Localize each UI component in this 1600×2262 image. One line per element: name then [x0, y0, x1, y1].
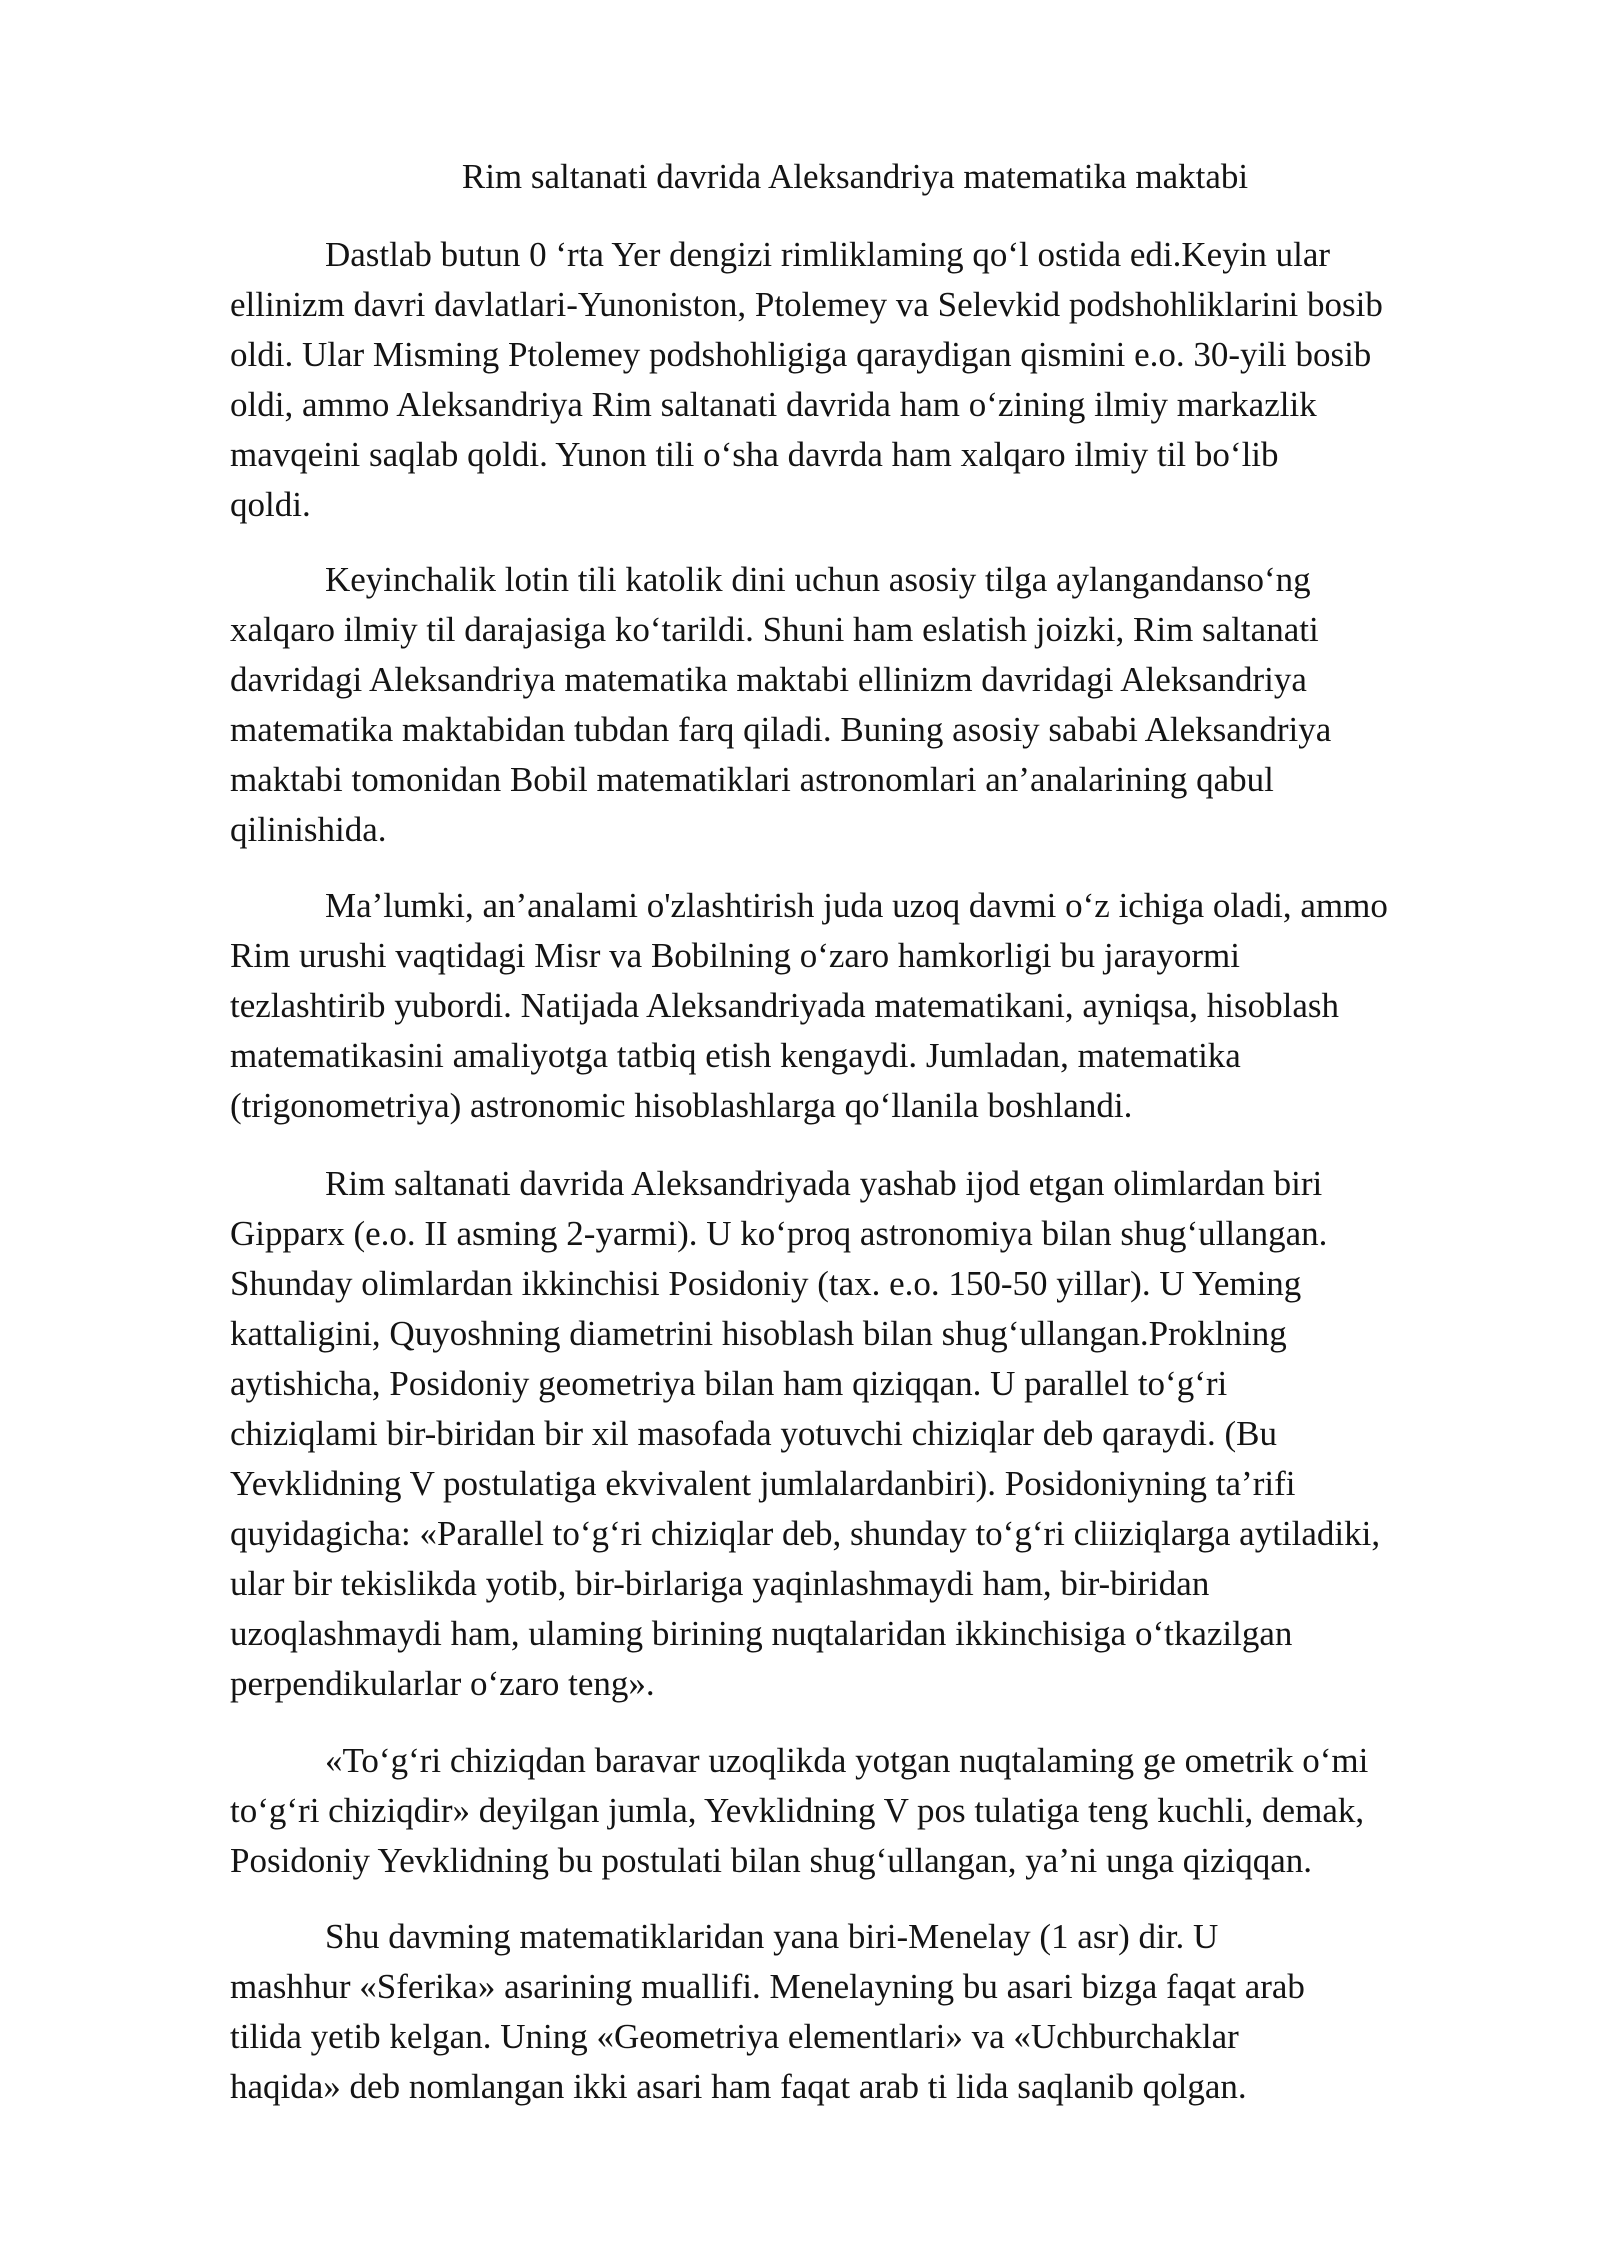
text-line: tezlashtirib yubordi. Natijada Aleksandriyada matematikani, ayniqsa, hisoblash: [230, 986, 1340, 1025]
paragraph-5: [230, 1736, 1480, 1886]
text-line: kattaligini, Quyoshning diametrini hisoblash bilan shug‘ullangan.Proklning: [230, 1314, 1287, 1353]
text-line: Shu davming matematiklaridan yana biri-Menelay (1 asr) dir. U: [325, 1917, 1219, 1956]
text-line: mavqeini saqlab qoldi. Yunon tili o‘sha davrda ham xalqaro ilmiy til bo‘lib: [230, 435, 1279, 474]
text-line: to‘g‘ri chiziqdir» deyilgan jumla, Yevklidning V pos tulatiga teng kuchli, demak,: [230, 1791, 1365, 1830]
paragraph-2: [230, 555, 1480, 855]
text-line: quyidagicha: «Parallel to‘g‘ri chiziqlar deb, shunday to‘g‘ri cliiziqlarga aytiladiki,: [230, 1514, 1381, 1553]
text-line: ular bir tekislikda yotib, bir-birlariga yaqinlashmaydi ham, bir-biridan: [230, 1564, 1210, 1603]
text-line: Dastlab butun 0 ‘rta Yer dengizi rimliklaming qo‘l ostida edi.Keyin ular: [325, 235, 1331, 274]
text-line: xalqaro ilmiy til darajasiga ko‘tarildi. Shuni ham eslatish joizki, Rim saltanati: [230, 610, 1319, 649]
text-line: Gipparx (e.o. II asming 2-yarmi). U ko‘proq astronomiya bilan shug‘ullangan.: [230, 1214, 1328, 1253]
text-line: qilinishida.: [230, 810, 387, 849]
text-line: oldi. Ular Misming Ptolemey podshohligiga qaraydigan qismini e.o. 30-yili bosib: [230, 335, 1372, 374]
paragraph-1: [230, 230, 1480, 530]
text-line: Rim urushi vaqtidagi Misr va Bobilning o‘zaro hamkorligi bu jarayormi: [230, 936, 1240, 975]
text-line: matematikasini amaliyotga tatbiq etish kengaydi. Jumladan, matematika: [230, 1036, 1241, 1075]
paragraph-3: [230, 881, 1480, 1131]
text-line: chiziqlami bir-biridan bir xil masofada yotuvchi chiziqlar deb qaraydi. (Bu: [230, 1414, 1278, 1453]
text-line: Posidoniy Yevklidning bu postulati bilan shug‘ullangan, ya’ni unga qiziqqan.: [230, 1841, 1313, 1880]
text-line: Ma’lumki, an’analami o'zlashtirish juda uzoq davmi o‘z ichiga oladi, ammo: [325, 886, 1388, 925]
text-line: ellinizm davri davlatlari-Yunoniston, Ptolemey va Selevkid podshohliklarini bosib: [230, 285, 1383, 324]
text-line: mashhur «Sferika» asarining muallifi. Menelayning bu asari bizga faqat arab: [230, 1967, 1305, 2006]
text-line: maktabi tomonidan Bobil matematiklari astronomlari an’analarining qabul: [230, 760, 1274, 799]
text-line: davridagi Aleksandriya matematika maktabi ellinizm davridagi Aleksandriya: [230, 660, 1307, 699]
text-line: perpendikularlar o‘zaro teng».: [230, 1664, 655, 1703]
text-line: (trigonometriya) astronomic hisoblashlarga qo‘llanila boshlandi.: [230, 1086, 1133, 1125]
text-line: qoldi.: [230, 485, 311, 524]
text-line: Keyinchalik lotin tili katolik dini uchun asosiy tilga aylangandanso‘ng: [325, 560, 1311, 599]
document-title: Rim saltanati davrida Aleksandriya matematika maktabi: [461, 157, 1249, 196]
text-line: Rim saltanati davrida Aleksandriyada yashab ijod etgan olimlardan biri: [325, 1164, 1323, 1203]
text-line: oldi, ammo Aleksandriya Rim saltanati davrida ham o‘zining ilmiy markazlik: [230, 385, 1317, 424]
text-line: Yevklidning V postulatiga ekvivalent jumlalardanbiri). Posidoniyning ta’rifi: [230, 1464, 1296, 1503]
paragraph-4: [230, 1159, 1480, 1709]
text-line: Shunday olimlardan ikkinchisi Posidoniy (tax. e.o. 150-50 yillar). U Yeming: [230, 1264, 1302, 1303]
text-line: tilida yetib kelgan. Uning «Geometriya elementlari» va «Uchburchaklar: [230, 2017, 1239, 2056]
text-line: «To‘g‘ri chiziqdan baravar uzoqlikda yotgan nuqtalaming ge ometrik o‘mi: [325, 1741, 1369, 1780]
text-line: aytishicha, Posidoniy geometriya bilan ham qiziqqan. U parallel to‘g‘ri: [230, 1364, 1228, 1403]
paragraph-6: [230, 1912, 1480, 2112]
text-line: haqida» deb nomlangan ikki asari ham faqat arab ti lida saqlanib qolgan.: [230, 2067, 1247, 2106]
text-line: matematika maktabidan tubdan farq qiladi. Buning asosiy sababi Aleksandriya: [230, 710, 1332, 749]
text-line: uzoqlashmaydi ham, ulaming birining nuqtalaridan ikkinchisiga o‘tkazilgan: [230, 1614, 1293, 1653]
